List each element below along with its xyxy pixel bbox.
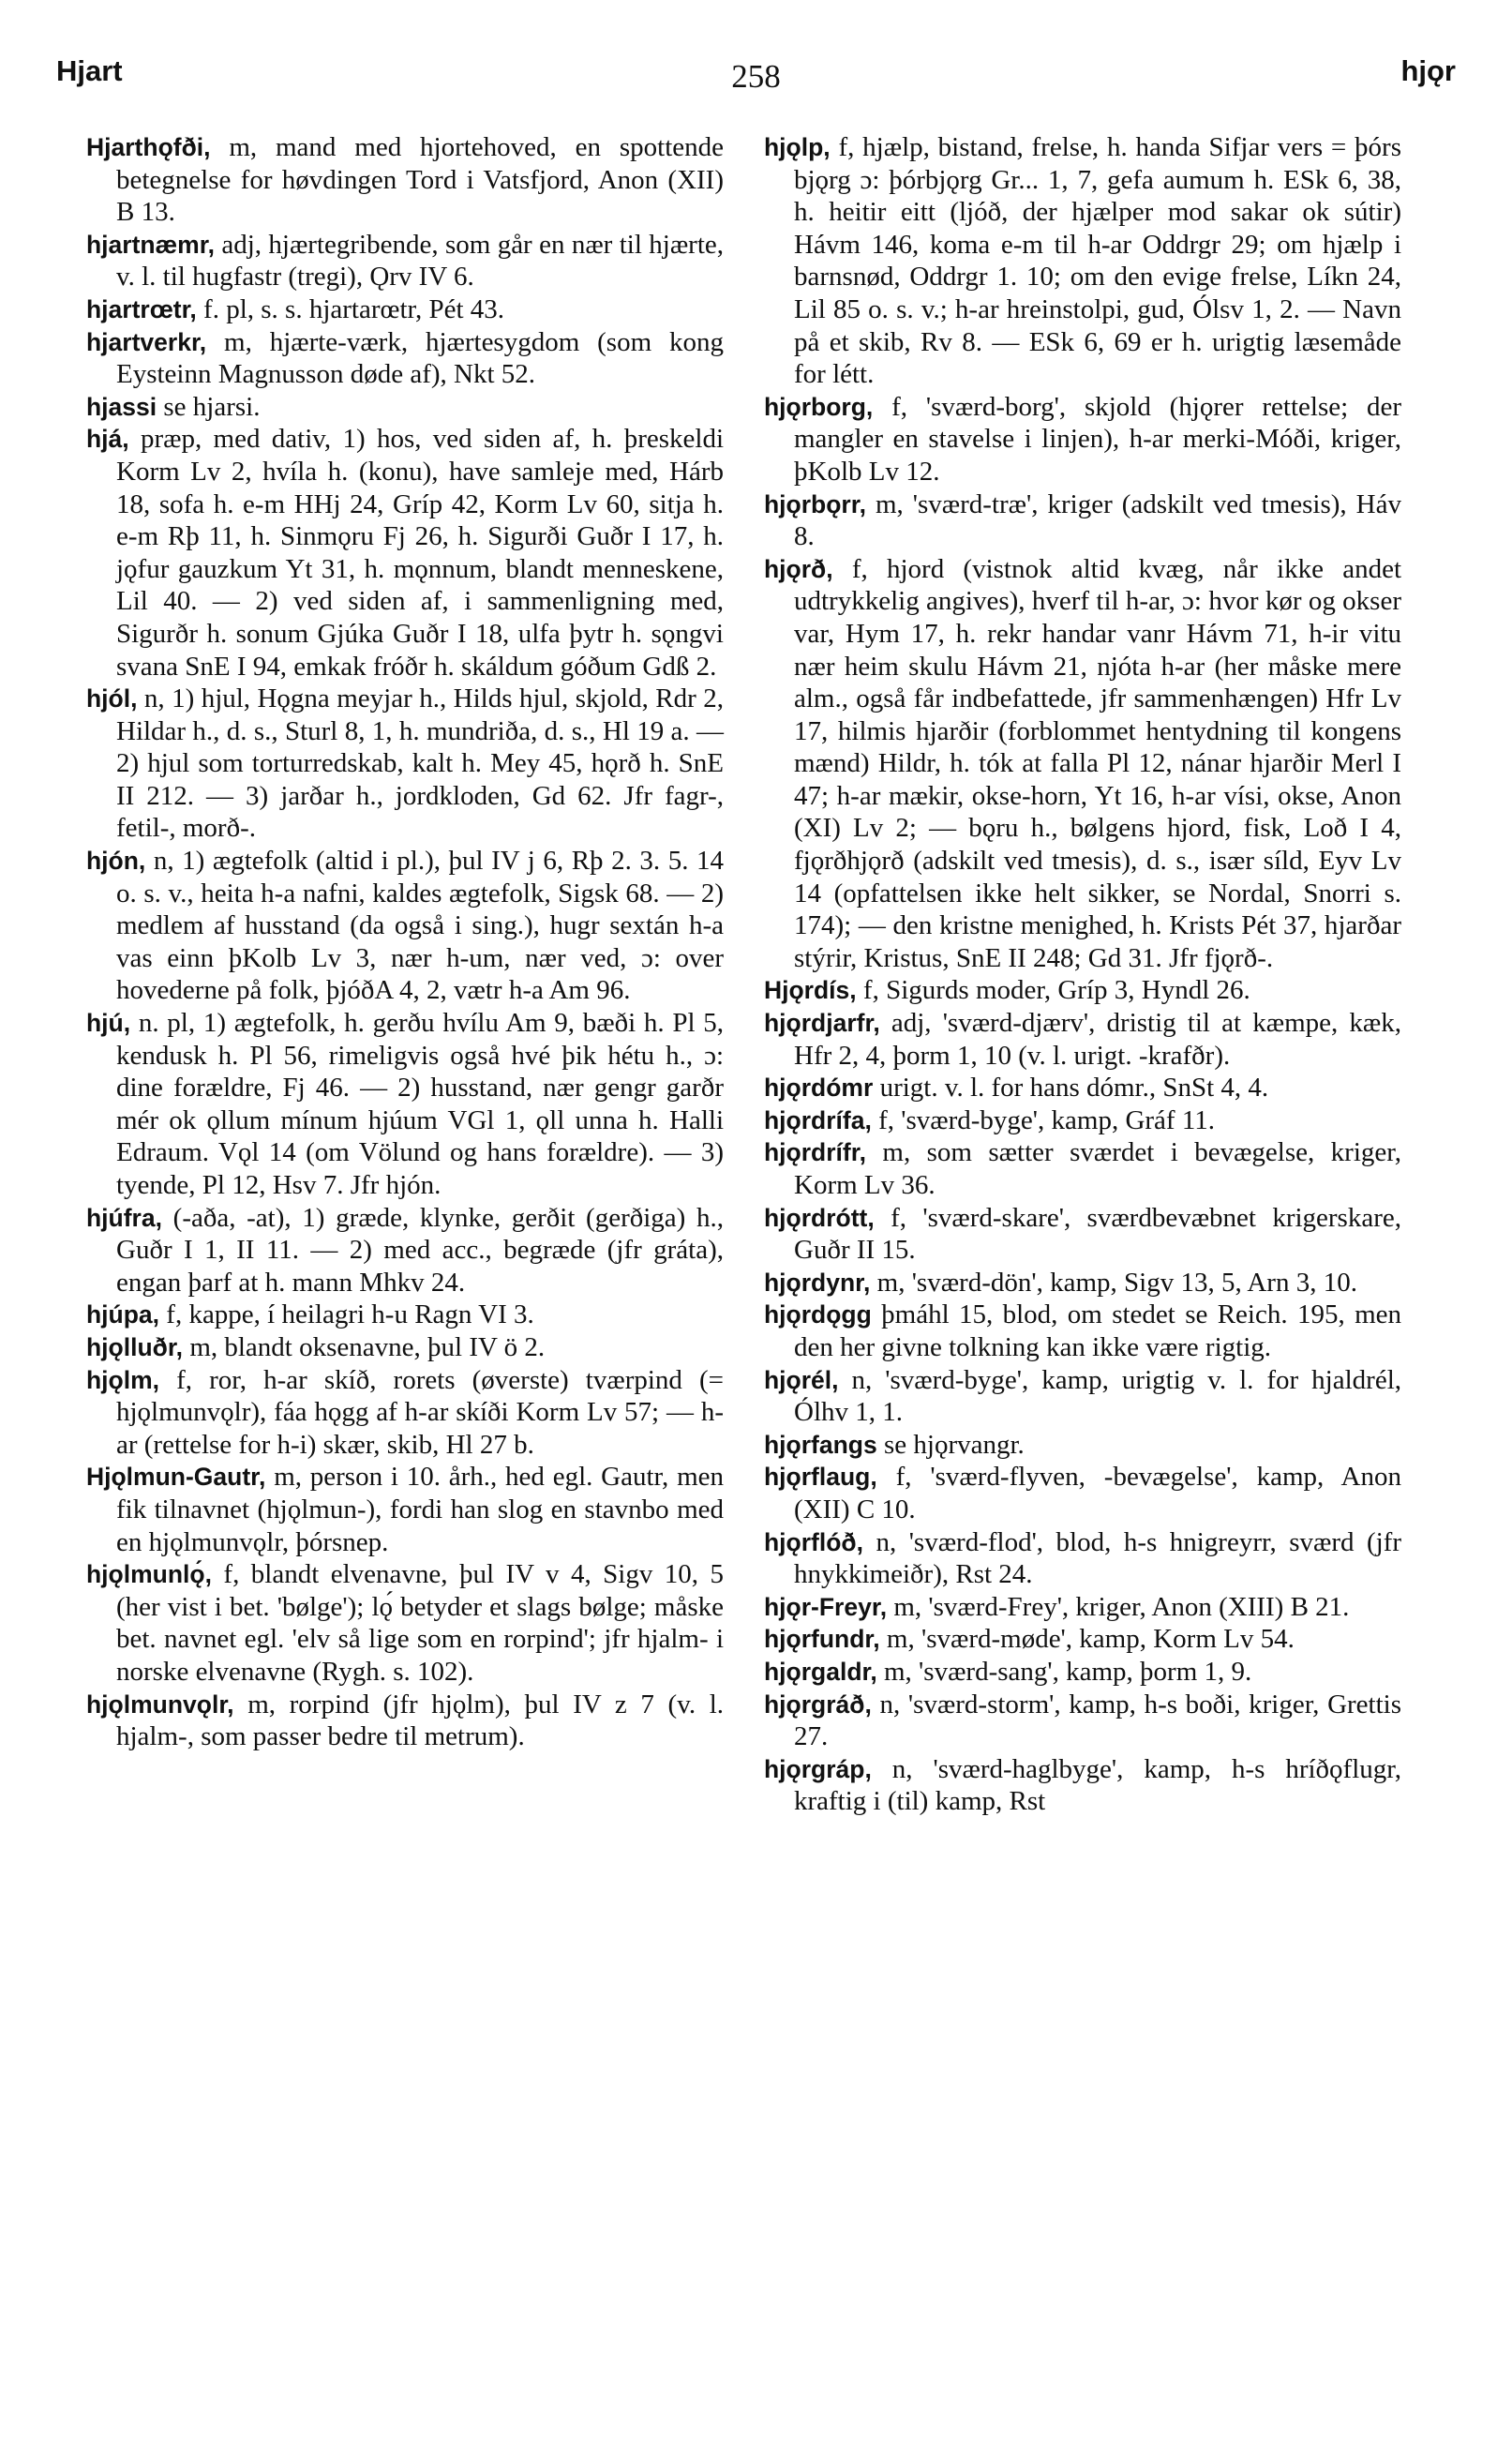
entry-headword: hjǫlm, xyxy=(86,1365,160,1394)
entry-headword: Hjǫrdís, xyxy=(764,976,857,1005)
dictionary-entry xyxy=(764,1364,1401,1429)
dictionary-entry xyxy=(86,1331,724,1364)
dictionary-entry xyxy=(764,974,1401,1007)
left-column xyxy=(86,131,724,1753)
entry-headword: hjǫlluðr, xyxy=(86,1332,184,1361)
entry-definition: n, 'sværd-storm', kamp, h-s boði, kriger, Grettis 27. xyxy=(794,1689,1402,1752)
dictionary-entry xyxy=(86,1364,724,1462)
dictionary-entry xyxy=(764,1202,1401,1267)
header-last-word: hjǫr xyxy=(1400,54,1456,87)
entry-headword: hjǫrdǫgg xyxy=(764,1300,872,1329)
dictionary-entry xyxy=(764,553,1401,975)
dictionary-entry xyxy=(86,845,724,1007)
dictionary-entry xyxy=(764,1104,1401,1137)
entry-definition: præp, med dativ, 1) hos, ved siden af, h. þreskeldi Korm Lv 2, hvíla h. (konu), have samleje med, Hárb 18, sofa h. e-m HHj 24, Gríp 42, Korm Lv 60, sitja h. e-m Rþ 11, h. Sinmǫru Fj 26, h. Sigurði Guðr I 17, h. jǫfur gauzkum Yt 31, h. mǫnnum, blandt menneskene, Lil 40. — 2) ved siden af, i sammenligning med, Sigurðr h. sonum Gjúka Guðr I 18, ulfa þytr h. sǫngvi svana SnE I 94, emkak fróðr h. skáldum góðum Gdß 2. xyxy=(116,424,725,682)
entry-definition: f, 'sværd-byge', kamp, Gráf 11. xyxy=(878,1104,1215,1135)
running-header xyxy=(56,54,1456,101)
entry-headword: hjǫrdrífa, xyxy=(764,1105,872,1134)
entry-headword: hjúfra, xyxy=(86,1203,162,1232)
entry-headword: hjól, xyxy=(86,684,138,713)
dictionary-entry xyxy=(764,1526,1401,1591)
entry-headword: hjǫrgráp, xyxy=(764,1754,872,1783)
entry-headword: hjartrœtr, xyxy=(86,294,197,323)
entry-headword: hjǫlmunvǫlr, xyxy=(86,1690,234,1719)
dictionary-entry xyxy=(764,1753,1401,1818)
entry-definition: m, person i 10. årh., hed egl. Gautr, men fik tilnavnet (hjǫlmun-), fordi han slog en stavnbo med en hjǫlmunvǫlr, þórsnep. xyxy=(116,1462,725,1557)
dictionary-entry xyxy=(86,1558,724,1688)
dictionary-entry xyxy=(764,1689,1401,1753)
entry-headword: hjǫlmunlǫ́, xyxy=(86,1560,212,1589)
entry-definition: m, mand med hjortehoved, en spottende betegnelse for høvdingen Tord i Vatsfjord, Anon (XII) B 13. xyxy=(116,132,724,228)
dictionary-entry xyxy=(86,1461,724,1558)
entry-definition: n, 'sværd-flod', blod, h-s hnigreyrr, sværd (jfr hnykkimeiðr), Rst 24. xyxy=(794,1526,1401,1590)
entry-definition: m, hjærte-værk, hjærtesygdom (som kong Eysteinn Magnusson døde af), Nkt 52. xyxy=(116,326,724,390)
entry-definition: se hjarsi. xyxy=(163,391,261,422)
entry-definition: (-aða, -at), 1) græde, klynke, gerðit (gerðiga) h., Guðr I 1, II 11. — 2) med acc., begræde (jfr gráta), engan þarf at h. mann Mhkv 24. xyxy=(116,1202,724,1298)
entry-definition: m, 'sværd-møde', kamp, Korm Lv 54. xyxy=(886,1624,1295,1655)
entry-headword: hjǫr-Freyr, xyxy=(764,1592,888,1621)
entry-definition: n, 'sværd-byge', kamp, urigtig v. l. for hjaldrél, Ólhv 1, 1. xyxy=(794,1364,1402,1428)
dictionary-entry xyxy=(86,1007,724,1202)
entry-definition: adj, hjærtegribende, som går en nær til hjærte, v. l. til hugfastr (tregi), Ǫrv IV 6. xyxy=(116,229,725,293)
entry-definition: f, blandt elvenavne, þul IV v 4, Sigv 10, 5 (her vist i bet. 'bølge'); lǫ́ betyder et slags bølge; måske bet. navnet egl. 'elv så lige som en rorpind'; jfr hjalm- i norske elvenavne (Rygh. s. 102). xyxy=(116,1559,724,1687)
dictionary-entry xyxy=(764,1299,1401,1363)
dictionary-entry xyxy=(764,1429,1401,1462)
dictionary-entry xyxy=(86,423,724,683)
dictionary-entry xyxy=(764,1656,1401,1689)
entry-headword: hjǫrborg, xyxy=(764,392,874,421)
entry-headword: hjúpa, xyxy=(86,1300,160,1329)
dictionary-entry xyxy=(86,326,724,391)
dictionary-entry xyxy=(86,1689,724,1753)
entry-headword: hjǫrdómr xyxy=(764,1074,874,1103)
entry-definition: m, 'sværd-dön', kamp, Sigv 13, 5, Arn 3, 10. xyxy=(876,1267,1357,1298)
entry-headword: hjǫrfangs xyxy=(764,1430,877,1459)
dictionary-entry xyxy=(86,293,724,326)
dictionary-entry xyxy=(764,1461,1401,1525)
dictionary-entry xyxy=(764,131,1401,391)
entry-headword: hjǫlp, xyxy=(764,133,831,161)
entry-definition: f, hjord (vistnok altid kvæg, når ikke andet udtrykkelig angives), hverf til h-ar, ɔ: hvor kør og okser var, Hym 17, h. rekr handar vanr Hávm 71, h-ir vitu nær heim skulu Hávm 21, njóta h-ar (her måske mere alm., også får indbefattede, jfr sammenhængen) Hfr Lv 17, hilmis hjarðir (forblommet hentydning til kongens mænd) Hildr, h. tók at falla Pl 12, nánar hjarðir Merl I 47; h-ar mækir, okse-horn, Yt 16, h-ar vísi, okse, Anon (XI) Lv 2; — bǫru h., bølgens hjord, fisk, Loð I 4, fjǫrðhjǫrð (adskilt ved tmesis), d. s., især síld, Eyv Lv 14 (opfattelsen ikke helt sikker, se Nordal, Snorri s. 174); — den kristne menighed, h. Krists Pét 37, hjarðar stýrir, Kristus, SnE II 248; Gd 31. Jfr fjǫrð-. xyxy=(794,553,1402,973)
entry-definition: n, 1) hjul, Hǫgna meyjar h., Hilds hjul, skjold, Rdr 2, Hildar h., d. s., Sturl 8, 1, h. mundriða, d. s., Hl 19 a. — 2) hjul som torturredskab, kalt h. Mey 45, hǫrð h. SnE II 212. — 3) jarðar h., jordkloden, Gd 62. Jfr fagr-, fetil-, morð-. xyxy=(116,683,724,844)
entry-definition: m, 'sværd-sang', kamp, þorm 1, 9. xyxy=(884,1656,1252,1687)
entry-headword: hjassi xyxy=(86,392,157,421)
entry-definition: adj, 'sværd-djærv', dristig til at kæmpe, kæk, Hfr 2, 4, þorm 1, 10 (v. l. urigt. -krafðr). xyxy=(794,1008,1401,1071)
dictionary-entry xyxy=(764,1623,1401,1656)
header-first-word: Hjart xyxy=(56,54,123,87)
entry-headword: hjartnæmr, xyxy=(86,230,215,259)
entry-definition: f, 'sværd-flyven, -bevægelse', kamp, Anon (XII) C 10. xyxy=(794,1462,1401,1524)
dictionary-entry xyxy=(764,488,1401,553)
entry-definition: f, ror, h-ar skíð, rorets (øverste) tværpind (= hjǫlmunvǫlr), fáa hǫgg af h-ar skíði Korm Lv 57; — h-ar (rettelse for h-i) skær, skib, Hl 27 b. xyxy=(116,1364,725,1460)
entry-headword: hjǫrgráð, xyxy=(764,1690,872,1719)
entry-headword: hjú, xyxy=(86,1009,131,1038)
dictionary-entry xyxy=(86,1299,724,1331)
entry-headword: hjǫrél, xyxy=(764,1365,839,1394)
entry-headword: hjá, xyxy=(86,425,129,454)
page-number: 258 xyxy=(731,58,781,95)
entry-headword: hjartverkr, xyxy=(86,327,207,356)
entry-definition: m, 'sværd-træ', kriger (adskilt ved tmesis), Háv 8. xyxy=(794,488,1401,552)
entry-headword: hjǫrdrótt, xyxy=(764,1203,875,1232)
dictionary-entry xyxy=(764,1267,1401,1299)
entry-headword: hjǫrgaldr, xyxy=(764,1657,877,1686)
dictionary-entry xyxy=(86,391,724,424)
entry-definition: se hjǫrvangr. xyxy=(883,1429,1025,1460)
entry-headword: hjǫrdjarfr, xyxy=(764,1009,880,1038)
entry-definition: f, kappe, í heilagri h-u Ragn VI 3. xyxy=(166,1299,534,1330)
dictionary-entry xyxy=(764,1591,1401,1624)
entry-definition: n, 1) ægtefolk (altid i pl.), þul IV j 6, Rþ 2. 3. 5. 14 o. s. v., heita h-a nafni, kaldes ægtefolk, Sigsk 68. — 2) medlem af husstand (da også i sing.), hugr sextán h-a vas einn þKolb Lv 3, nær h-um, nær ved, ɔ: over hovederne på folk, þjóðA 4, 2, vætr h-a Am 96. xyxy=(116,846,725,1006)
entry-definition: f, hjælp, bistand, frelse, h. handa Sifjar vers = þórs bjǫrg ɔ: þórbjǫrg Gr... 1, 7, gefa aumum h. ESk 6, 38, h. heitir eitt (ljóð, der hjælper mod sakar ok sútir) Hávm 146, koma e-m til h-ar Oddrgr 29; om hjælp i barnsnød, Oddrgr 1. 10; om den evige frelse, Líkn 24, Lil 85 o. s. v.; h-ar hreinstolpi, gud, Ólsv 1, 2. — Navn på et skib, Rv 8. — ESk 6, 69 er h. urigtig læsemåde for létt. xyxy=(794,132,1402,390)
right-column xyxy=(764,131,1401,1818)
entry-definition: f, 'sværd-borg', skjold (hjǫrer rettelse; der mangler en stavelse i linjen), h-ar merki-Móði, kriger, þKolb Lv 12. xyxy=(794,391,1401,487)
entry-definition: f, 'sværd-skare', sværdbevæbnet krigerskare, Guðr II 15. xyxy=(794,1202,1401,1266)
dictionary-entry xyxy=(764,391,1401,488)
dictionary-entry xyxy=(86,131,724,229)
dictionary-entry xyxy=(764,1007,1401,1072)
entry-definition: m, 'sværd-Frey', kriger, Anon (XIII) B 21. xyxy=(893,1591,1350,1622)
entry-definition: n, 'sværd-haglbyge', kamp, h-s hríðǫflugr, kraftig i (til) kamp, Rst xyxy=(794,1753,1401,1817)
entry-headword: Hjarthǫfði, xyxy=(86,133,211,161)
entry-headword: hjǫrbǫrr, xyxy=(764,489,866,518)
dictionary-entry xyxy=(86,229,724,293)
entry-headword: hjǫrð, xyxy=(764,554,833,583)
dictionary-entry xyxy=(86,1202,724,1299)
entry-definition: urigt. v. l. for hans dómr., SnSt 4, 4. xyxy=(879,1073,1269,1104)
dictionary-entry xyxy=(764,1072,1401,1104)
entry-definition: m, som sætter sværdet i bevægelse, kriger, Korm Lv 36. xyxy=(794,1137,1402,1200)
entry-definition: þmáhl 15, blod, om stedet se Reich. 195, men den her givne tolkning kan ikke være rigtig. xyxy=(794,1299,1401,1362)
entry-headword: hjǫrflaug, xyxy=(764,1463,877,1492)
entry-headword: hjǫrdynr, xyxy=(764,1268,871,1297)
entry-headword: Hjǫlmun-Gautr, xyxy=(86,1463,266,1492)
entry-definition: m, rorpind (jfr hjǫlm), þul IV z 7 (v. l. hjalm-, som passer bedre til metrum). xyxy=(116,1689,725,1752)
entry-definition: m, blandt oksenavne, þul IV ö 2. xyxy=(189,1331,546,1362)
entry-definition: f. pl, s. s. hjartarœtr, Pét 43. xyxy=(203,293,505,324)
entry-headword: hjǫrflóð, xyxy=(764,1527,863,1556)
entry-definition: n. pl, 1) ægtefolk, h. gerðu hvílu Am 9, bæði h. Pl 5, kendusk h. Pl 56, rimeligvis også hvé þik hétu h., ɔ: dine forældre, Fj 46. — 2) husstand, nær gengr garðr mér ok ǫllum mínum hjúum VGl 1, ǫll unna h. Halli Edraum. Vǫl 14 (om Völund og hans forældre). — 3) tyende, Pl 12, Hsv 7. Jfr hjón. xyxy=(116,1008,724,1200)
entry-headword: hjǫrdrífr, xyxy=(764,1138,866,1167)
entry-definition: f, Sigurds moder, Gríp 3, Hyndl 26. xyxy=(862,975,1250,1006)
dictionary-entry xyxy=(764,1136,1401,1201)
entry-headword: hjǫrfundr, xyxy=(764,1625,880,1654)
dictionary-entry xyxy=(86,683,724,845)
entry-headword: hjón, xyxy=(86,847,146,876)
